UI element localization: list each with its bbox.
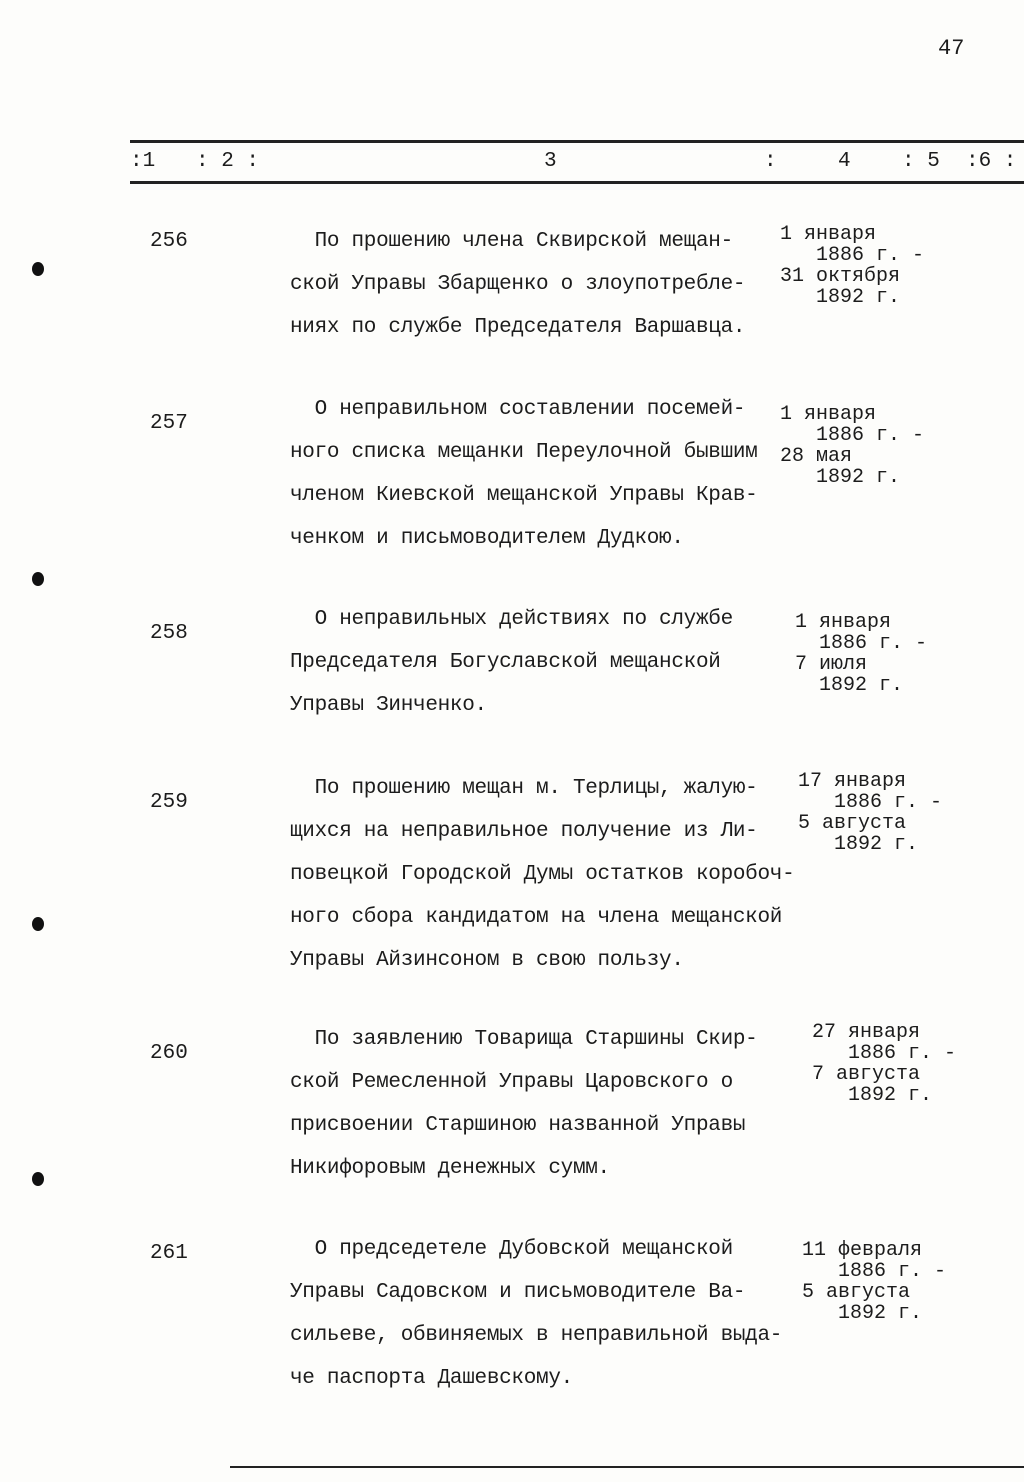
header-top-rule — [130, 140, 1024, 143]
date-line: 1892 г. — [780, 466, 901, 489]
date-line: 11 февраля — [802, 1239, 923, 1262]
date-line: 7 августа — [812, 1063, 921, 1086]
record-text-line: По прошению члена Сквирской мещан- — [290, 230, 733, 253]
date-line: 1892 г. — [798, 833, 919, 856]
record-dates — [795, 612, 927, 696]
record-dates — [798, 771, 942, 855]
date-line: 1 января — [780, 403, 877, 426]
record-text-line: ской Ремесленной Управы Царовского о — [290, 1071, 733, 1094]
date-line: 1886 г. - — [802, 1260, 947, 1283]
record-text-line: че паспорта Дашевскому. — [290, 1367, 573, 1390]
binding-hole-mark — [32, 572, 44, 586]
record-text-line: Управы Зинченко. — [290, 694, 487, 717]
record-number: 261 — [150, 1242, 188, 1265]
col-5-header: : 5 — [902, 150, 940, 173]
record-text-line: Председателя Богуславской мещанской — [290, 651, 721, 674]
date-line: 28 мая — [780, 445, 853, 468]
col-2-header: : 2 : — [196, 150, 260, 173]
date-line: 31 октября — [780, 265, 901, 288]
record-text-line: сильеве, обвиняемых в неправильной выда- — [290, 1324, 783, 1347]
record-text-line: О неправильном составлении посемей- — [290, 398, 746, 421]
table-header — [130, 150, 1024, 180]
col-3-header: 3 — [544, 150, 557, 173]
col-1-header: :1 — [130, 150, 156, 173]
binding-hole-mark — [32, 1172, 44, 1186]
bottom-rule — [230, 1466, 1024, 1468]
record-text-line: Никифоровым денежных сумм. — [290, 1157, 610, 1180]
col-4-header: 4 — [838, 150, 851, 173]
date-line: 7 июля — [795, 653, 868, 676]
date-line: 1886 г. - — [798, 791, 943, 814]
date-line: 1892 г. — [780, 286, 901, 309]
date-line: 1892 г. — [795, 674, 904, 697]
col-4-sep: : — [764, 150, 777, 173]
record-text-line: По прошению мещан м. Терлицы, жалую- — [290, 777, 758, 800]
date-line: 5 августа — [802, 1281, 911, 1304]
record-text-line: О председетеле Дубовской мещанской — [290, 1238, 733, 1261]
record-text-line: О неправильных действиях по службе — [290, 608, 733, 631]
record-dates — [812, 1022, 956, 1106]
record-number: 260 — [150, 1042, 188, 1065]
date-line: 1 января — [795, 611, 892, 634]
page-number: 47 — [938, 36, 965, 61]
record-text-line: членом Киевской мещанской Управы Крав- — [290, 484, 758, 507]
record-number: 259 — [150, 791, 188, 814]
record-text-line: ской Управы Збарщенко о злоупотребле- — [290, 273, 746, 296]
record-number: 256 — [150, 230, 188, 253]
record-text-line: щихся на неправильное получение из Ли- — [290, 820, 758, 843]
date-line: 1 января — [780, 223, 877, 246]
date-line: 1892 г. — [802, 1302, 923, 1325]
date-line: 1886 г. - — [780, 424, 925, 447]
record-text-line: ченком и письмоводителем Дудкою. — [290, 527, 684, 550]
record-text-line: ного сбора кандидатом на члена мещанской — [290, 906, 783, 929]
date-line: 1886 г. - — [795, 632, 928, 655]
date-line: 27 января — [812, 1021, 921, 1044]
date-line: 1886 г. - — [812, 1042, 957, 1065]
record-number: 257 — [150, 412, 188, 435]
record-dates — [780, 224, 924, 308]
binding-hole-mark — [32, 262, 44, 276]
record-dates — [780, 404, 924, 488]
record-text-line: ниях по службе Председателя Варшавца. — [290, 316, 746, 339]
record-text-line: повецкой Городской Думы остатков коробоч- — [290, 863, 795, 886]
date-line: 5 августа — [798, 812, 907, 835]
record-dates — [802, 1240, 946, 1324]
record-text-line: По заявлению Товарища Старшины Скир- — [290, 1028, 758, 1051]
record-text-line: Управы Айзинсоном в свою пользу. — [290, 949, 684, 972]
record-number: 258 — [150, 622, 188, 645]
binding-hole-mark — [32, 917, 44, 931]
record-text-line: ного списка мещанки Переулочной бывшим — [290, 441, 758, 464]
date-line: 17 января — [798, 770, 907, 793]
record-text-line: присвоении Старшиною названной Управы — [290, 1114, 746, 1137]
record-text-line: Управы Садовском и письмоводителе Ва- — [290, 1281, 746, 1304]
date-line: 1886 г. - — [780, 244, 925, 267]
col-6-header: :6 : — [966, 150, 1017, 173]
date-line: 1892 г. — [812, 1084, 933, 1107]
header-bottom-rule — [130, 181, 1024, 184]
